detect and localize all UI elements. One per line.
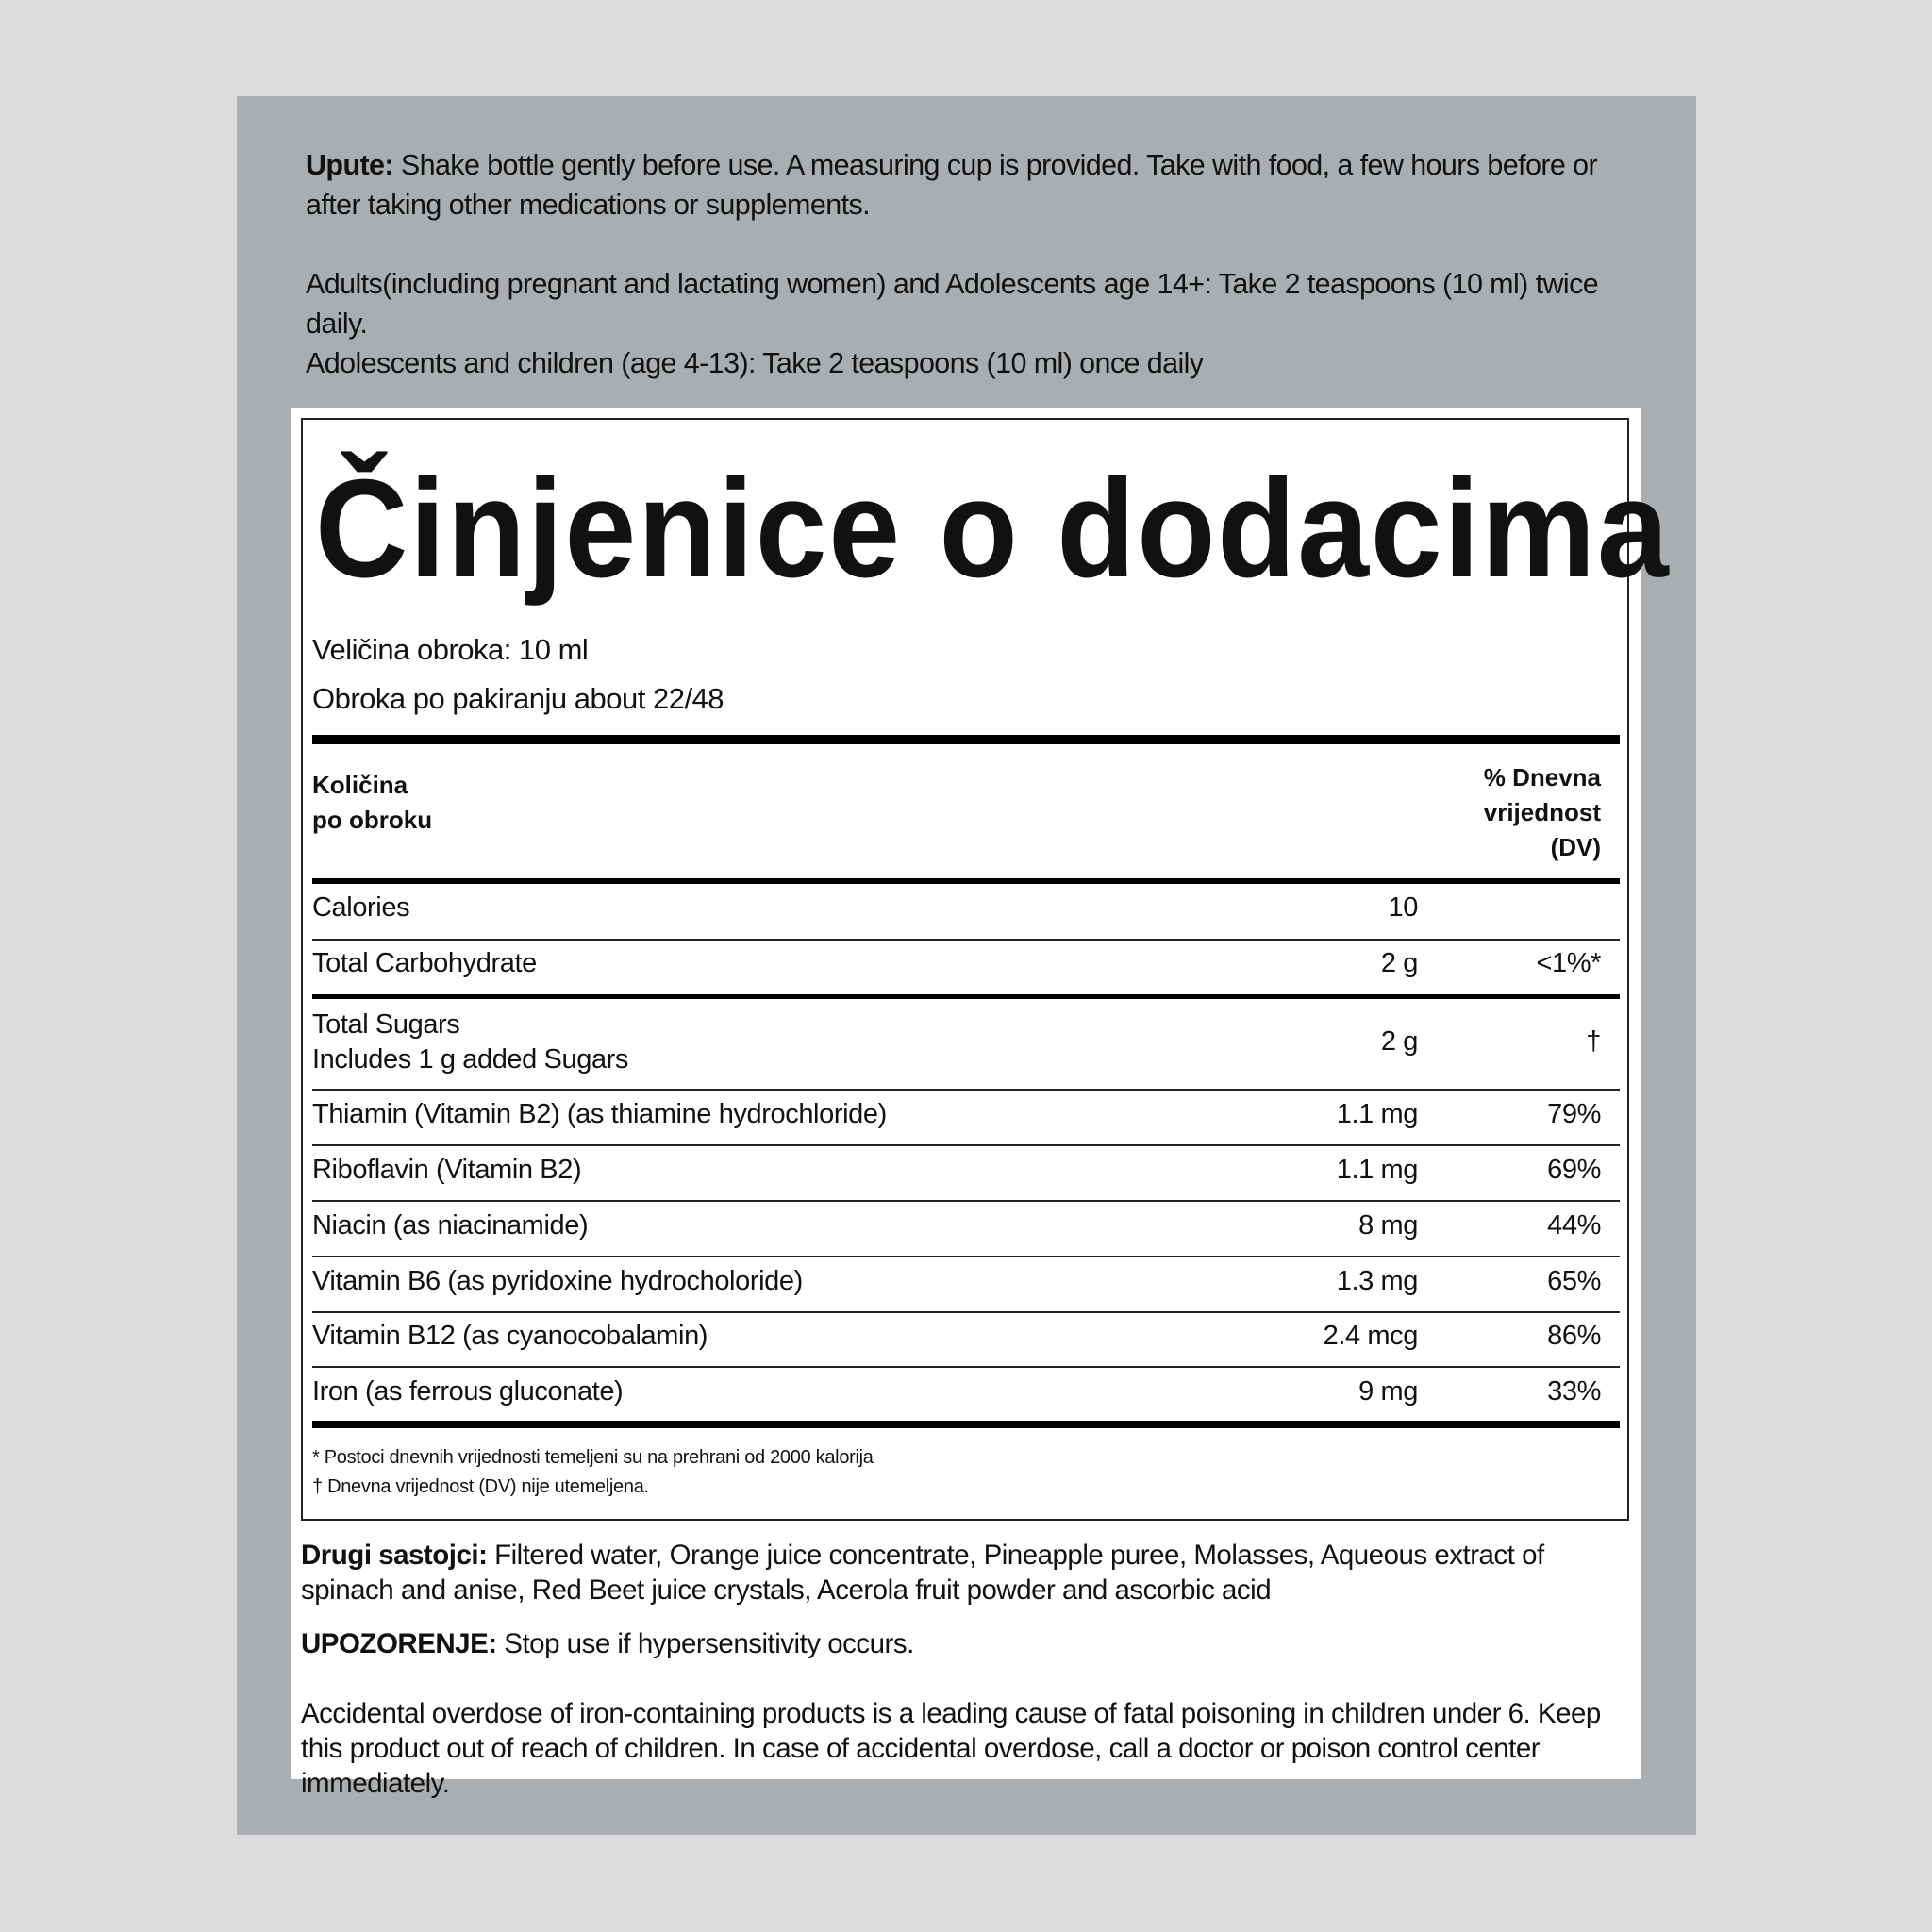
adult-dosage: Adults(including pregnant and lactating women) and Adolescents age 14+: Take 2 teaspoons (10 ml) twice daily. <box>306 268 1599 340</box>
thick-divider <box>312 735 1620 744</box>
nutrient-amount: 1.1 mg <box>1336 1099 1418 1129</box>
nutrient-name <box>312 1008 628 1077</box>
serving-size: Veličina obroka: 10 ml <box>312 633 589 666</box>
nutrient-name: Vitamin B6 (as pyridoxine hydrocholoride) <box>312 1266 803 1296</box>
row-divider <box>312 1311 1620 1313</box>
footnote-dv-not-established: † Dnevna vrijednost (DV) nije utemeljena. <box>312 1476 649 1497</box>
nutrient-amount: 9 mg <box>1358 1376 1418 1407</box>
nutrient-dv: 44% <box>1547 1210 1601 1241</box>
row-divider <box>312 1366 1620 1368</box>
nutrient-dv: 79% <box>1547 1099 1601 1129</box>
nutrient-dv: 65% <box>1547 1266 1601 1296</box>
header-divider <box>312 878 1620 884</box>
nutrient-amount: 1.1 mg <box>1336 1155 1418 1185</box>
directions-text: Shake bottle gently before use. A measuring cup is provided. Take with food, a few hours before or after taking other medications or supplements. <box>306 149 1598 221</box>
row-divider <box>312 1089 1620 1091</box>
other-ingredients-text: Filtered water, Orange juice concentrate, Pineapple puree, Molasses, Aqueous extract of spinach and anise, Red Beet juice crystals, Acerola fruit powder and ascorbic acid <box>301 1540 1544 1606</box>
warning <box>301 1626 1622 1661</box>
nutrient-amount: 8 mg <box>1358 1210 1418 1241</box>
dv-header-line1: % Dnevna <box>1483 763 1601 791</box>
footnotes <box>312 1443 874 1502</box>
amount-header-line1: Količina <box>312 771 408 799</box>
other-ingredients <box>301 1538 1622 1607</box>
row-divider <box>312 939 1620 941</box>
nutrient-amount: 2 g <box>1380 948 1418 978</box>
amount-header-line2: po obroku <box>312 806 433 834</box>
nutrient-amount: 2 g <box>1380 1026 1418 1057</box>
dv-header-line2: vrijednost <box>1483 798 1601 826</box>
row-divider-thick <box>312 994 1620 999</box>
nutrient-amount: 10 <box>1388 892 1418 923</box>
nutrient-name-line2: Includes 1 g added Sugars <box>312 1044 629 1074</box>
amount-header <box>312 768 432 838</box>
nutrient-name: Total Carbohydrate <box>312 948 537 978</box>
warning-label: UPOZORENJE: <box>301 1628 497 1659</box>
nutrient-name: Calories <box>312 892 410 923</box>
footnote-daily-values: * Postoci dnevnih vrijednosti temeljeni su na prehrani od 2000 kalorija <box>312 1447 874 1468</box>
row-divider <box>312 1200 1620 1202</box>
other-ingredients-label: Drugi sastojci: <box>301 1540 488 1571</box>
row-divider <box>312 1256 1620 1257</box>
directions-block <box>306 145 1626 383</box>
warning-text: Stop use if hypersensitivity occurs. <box>496 1628 914 1659</box>
overdose-warning <box>301 1696 1622 1801</box>
dv-header <box>1484 760 1601 865</box>
nutrient-amount: 2.4 mcg <box>1323 1321 1418 1351</box>
row-divider <box>312 1144 1620 1146</box>
directions-label: Upute: <box>306 149 393 181</box>
nutrient-dv: 86% <box>1547 1321 1601 1351</box>
nutrient-dv: <1%* <box>1536 948 1601 978</box>
overdose-text: Accidental overdose of iron-containing products is a leading cause of fatal poisoning in children under 6. Keep this product out of reach of children. In case of accidental overdose, call a doctor or poison control center immediately. <box>301 1698 1601 1799</box>
nutrient-name: Niacin (as niacinamide) <box>312 1210 589 1241</box>
bottom-thick-divider <box>312 1421 1620 1428</box>
nutrient-dv: 33% <box>1547 1376 1601 1407</box>
nutrient-dv: 69% <box>1547 1155 1601 1185</box>
facts-title: Činjenice o dodacima <box>315 451 1671 607</box>
nutrient-name: Riboflavin (Vitamin B2) <box>312 1155 582 1185</box>
child-dosage: Adolescents and children (age 4-13): Take 2 teaspoons (10 ml) once daily <box>306 347 1204 379</box>
nutrient-name-line1: Total Sugars <box>312 1009 460 1040</box>
nutrient-name: Iron (as ferrous gluconate) <box>312 1376 624 1407</box>
nutrient-name: Thiamin (Vitamin B2) (as thiamine hydrochloride) <box>312 1099 887 1129</box>
nutrient-name: Vitamin B12 (as cyanocobalamin) <box>312 1321 708 1351</box>
servings-per-container: Obroka po pakiranju about 22/48 <box>312 682 724 715</box>
nutrient-amount: 1.3 mg <box>1336 1266 1418 1296</box>
nutrient-dv: † <box>1586 1026 1601 1057</box>
dv-header-line3: (DV) <box>1550 833 1601 861</box>
